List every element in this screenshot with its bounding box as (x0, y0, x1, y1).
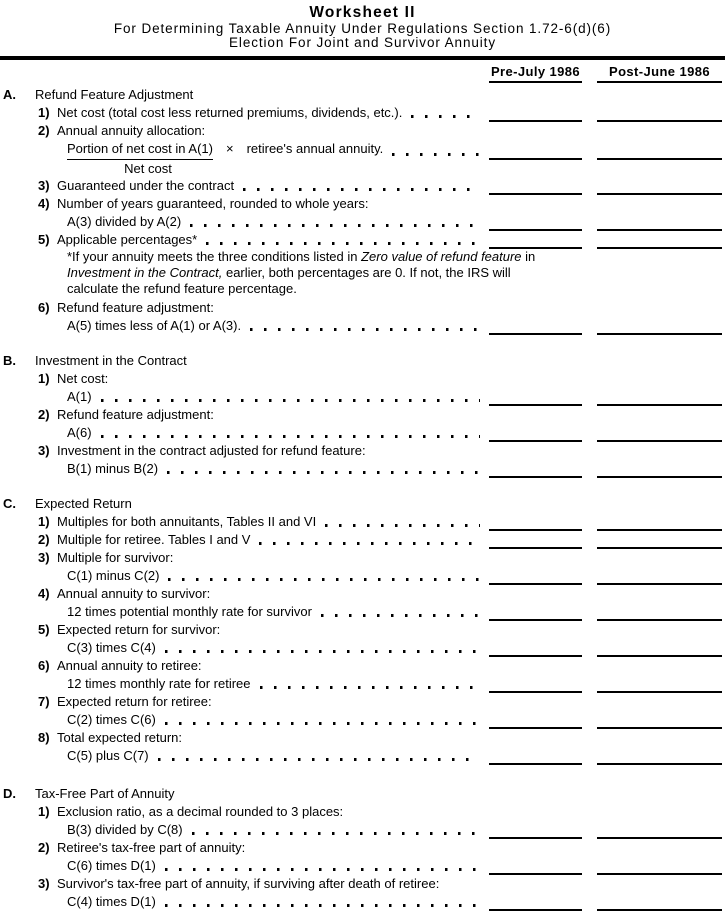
row-label (0, 177, 489, 195)
worksheet-row (0, 140, 725, 160)
worksheet-row (0, 317, 725, 335)
row-text: A(5) times less of A(1) or A(3). (67, 318, 242, 333)
row-text: retiree's annual annuity. (246, 141, 384, 156)
row-text: C(2) times C(6) (67, 712, 156, 727)
row-label (0, 388, 489, 406)
row-text: C(3) times C(4) (67, 640, 156, 655)
row-label (0, 747, 489, 765)
dot-leader (250, 328, 480, 331)
pre-july-entry-line (489, 214, 582, 231)
pre-july-entry-line (489, 232, 582, 249)
row-text: Refund feature adjustment: (57, 300, 214, 315)
post-june-entry-line (597, 894, 722, 911)
post-june-entry-line (597, 640, 722, 657)
item-number: 5) (38, 622, 50, 637)
post-june-entry-line (597, 712, 722, 729)
row-text: Net cost: (57, 371, 109, 386)
row-text: Investment in the contract adjusted for refund feature: (57, 443, 366, 458)
post-june-entry-line (597, 532, 722, 549)
row-label (0, 711, 489, 729)
section-header (0, 785, 725, 803)
pre-july-entry-line (489, 532, 582, 549)
row-text: 12 times potential monthly rate for survivor (67, 604, 312, 619)
row-label (0, 86, 725, 104)
worksheet-row (0, 567, 725, 585)
row-text: Annual annuity to retiree: (57, 658, 202, 673)
row-label (0, 424, 489, 442)
page-title: Worksheet II (309, 4, 416, 21)
section-header (0, 495, 725, 513)
row-label (0, 585, 725, 603)
post-june-entry-line (597, 143, 722, 160)
row-label (0, 317, 489, 335)
row-text: Multiple for retiree. Tables I and V (57, 532, 251, 547)
post-june-entry-line (597, 389, 722, 406)
multiply-operator: × (225, 141, 234, 156)
section (0, 785, 725, 911)
row-text: Multiple for survivor: (57, 550, 174, 565)
row-label (0, 821, 489, 839)
pre-july-entry-line (489, 105, 582, 122)
row-text: Multiples for both annuitants, Tables II and VI (57, 514, 317, 529)
item-number: 3) (38, 550, 50, 565)
section-header (0, 352, 725, 370)
row-text: Exclusion ratio, as a decimal rounded to 3 places: (57, 804, 344, 819)
worksheet-row (0, 621, 725, 639)
row-text: C(1) minus C(2) (67, 568, 160, 583)
pre-july-entry-line (489, 514, 582, 531)
post-june-entry-line (597, 604, 722, 621)
row-text: Annual annuity to survivor: (57, 586, 211, 601)
dot-leader (190, 224, 480, 227)
post-june-entry-line (597, 748, 722, 765)
section-letter: A. (3, 87, 16, 102)
worksheet-row (0, 693, 725, 711)
pre-july-1986-column-header (489, 64, 582, 83)
worksheet-row (0, 299, 725, 317)
row-label (0, 460, 489, 478)
dot-leader (101, 399, 480, 402)
subtitle-line2: Election For Joint and Survivor Annuity (229, 35, 496, 50)
section (0, 352, 725, 478)
row-label (0, 299, 725, 317)
row-label (0, 442, 725, 460)
row-label (0, 639, 489, 657)
post-june-entry-line (597, 514, 722, 531)
row-label (0, 231, 489, 249)
worksheet-row (0, 711, 725, 729)
row-label (0, 352, 725, 370)
row-label (0, 803, 725, 821)
item-number: 4) (38, 196, 50, 211)
post-june-entry-line (597, 232, 722, 249)
worksheet-row (0, 513, 725, 531)
worksheet-row (0, 549, 725, 567)
row-text: B(1) minus B(2) (67, 461, 159, 476)
row-text: A(1) (67, 389, 92, 404)
pre-july-entry-line (489, 604, 582, 621)
footnote-segment: Zero value of refund feature (361, 249, 522, 264)
dot-leader (165, 722, 480, 725)
worksheet-row (0, 603, 725, 621)
item-number: 2) (38, 123, 50, 138)
row-text: C(6) times D(1) (67, 858, 156, 873)
item-number: 4) (38, 586, 50, 601)
dot-leader (260, 686, 480, 689)
row-text: 12 times monthly rate for retiree (67, 676, 251, 691)
worksheet-row (0, 122, 725, 140)
dot-leader (101, 435, 480, 438)
row-text: C(5) plus C(7) (67, 748, 149, 763)
row-text: Refund feature adjustment: (57, 407, 214, 422)
row-text: A(6) (67, 425, 92, 440)
row-label (0, 729, 725, 747)
row-text: Survivor's tax-free part of annuity, if surviving after death of retiree: (57, 876, 440, 891)
item-number: 5) (38, 232, 50, 247)
pre-july-entry-line (489, 318, 582, 335)
worksheet-row (0, 424, 725, 442)
dot-leader (321, 614, 480, 617)
worksheet-row (0, 893, 725, 911)
pre-july-entry-line (489, 858, 582, 875)
section-letter: B. (3, 353, 16, 368)
row-label (0, 140, 489, 160)
item-number: 8) (38, 730, 50, 745)
row-label (0, 621, 725, 639)
row-label (0, 104, 489, 122)
worksheet-row (0, 675, 725, 693)
dot-leader (325, 524, 480, 527)
column-header-label: Pre-July 1986 (490, 64, 581, 79)
row-text: C(4) times D(1) (67, 894, 156, 909)
pre-july-entry-line (489, 461, 582, 478)
row-text: Expected return for retiree: (57, 694, 212, 709)
row-label (0, 675, 489, 693)
pre-july-entry-line (489, 712, 582, 729)
row-label (0, 693, 725, 711)
item-number: 7) (38, 694, 50, 709)
row-label (0, 549, 725, 567)
header-rule (0, 56, 725, 60)
worksheet-row (0, 875, 725, 893)
section-title: Investment in the Contract (35, 353, 187, 368)
worksheet-row (0, 213, 725, 231)
dot-leader (168, 578, 480, 581)
worksheet-row (0, 442, 725, 460)
worksheet-row (0, 231, 725, 249)
post-june-entry-line (597, 822, 722, 839)
pre-july-entry-line (489, 822, 582, 839)
pre-july-entry-line (489, 389, 582, 406)
pre-july-entry-line (489, 143, 582, 160)
post-june-entry-line (597, 318, 722, 335)
worksheet-body (0, 86, 725, 911)
row-label (0, 122, 725, 140)
row-label (0, 213, 489, 231)
row-label (0, 567, 489, 585)
dot-leader (411, 115, 480, 118)
dot-leader (165, 650, 480, 653)
item-number: 2) (38, 407, 50, 422)
row-label (0, 657, 725, 675)
row-label (0, 893, 489, 911)
pre-july-entry-line (489, 748, 582, 765)
item-number: 6) (38, 300, 50, 315)
dot-leader (243, 188, 480, 191)
footnote-segment: earlier, both percentages are 0. If not, the IRS will calculate the refund feature percentage. (67, 265, 511, 296)
dot-leader (392, 153, 480, 156)
pre-july-entry-line (489, 676, 582, 693)
worksheet-row (0, 460, 725, 478)
footnote-segment: *If your annuity meets the three conditions listed in (67, 249, 362, 264)
worksheet-row (0, 177, 725, 195)
item-number: 3) (38, 178, 50, 193)
row-label (0, 406, 725, 424)
item-number: 1) (38, 371, 50, 386)
section-title: Expected Return (35, 496, 132, 511)
row-label (0, 495, 725, 513)
pre-july-entry-line (489, 178, 582, 195)
worksheet-row (0, 747, 725, 765)
worksheet-row (0, 531, 725, 549)
fraction-denominator: Net cost (124, 161, 172, 176)
subtitle-line1: For Determining Taxable Annuity Under Regulations Section 1.72-6(d)(6) (113, 21, 612, 36)
fraction-numerator: Portion of net cost in A(1) (67, 140, 213, 160)
item-number: 1) (38, 514, 50, 529)
section-letter: C. (3, 496, 16, 511)
row-text: Net cost (total cost less returned premiums, dividends, etc.). (57, 105, 403, 120)
dot-leader (259, 542, 480, 545)
row-text: Number of years guaranteed, rounded to whole years: (57, 196, 369, 211)
row-label (0, 839, 725, 857)
row-label (0, 370, 725, 388)
section-title: Tax-Free Part of Annuity (35, 786, 175, 801)
item-number: 1) (38, 804, 50, 819)
dot-leader (165, 904, 480, 907)
section (0, 86, 725, 335)
post-june-entry-line (597, 178, 722, 195)
dot-leader (158, 758, 480, 761)
worksheet-row (0, 195, 725, 213)
pre-july-entry-line (489, 894, 582, 911)
item-number: 2) (38, 532, 50, 547)
worksheet-row (0, 370, 725, 388)
row-label (0, 513, 489, 531)
section (0, 495, 725, 765)
row-label (0, 531, 489, 549)
row-text: A(3) divided by A(2) (67, 214, 182, 229)
worksheet-row (0, 639, 725, 657)
pre-july-entry-line (489, 425, 582, 442)
column-headers (0, 64, 725, 83)
post-june-entry-line (597, 568, 722, 585)
item-number: 6) (38, 658, 50, 673)
row-text: Retiree's tax-free part of annuity: (57, 840, 246, 855)
post-june-entry-line (597, 461, 722, 478)
worksheet-row (0, 803, 725, 821)
row-text: Annual annuity allocation: (57, 123, 206, 138)
section-title: Refund Feature Adjustment (35, 87, 194, 102)
row-label (0, 195, 725, 213)
section-letter: D. (3, 786, 16, 801)
dot-leader (206, 242, 480, 245)
worksheet-row (0, 388, 725, 406)
post-june-entry-line (597, 425, 722, 442)
footnote-segment: Investment in the Contract, (67, 265, 223, 280)
worksheet-row (0, 729, 725, 747)
footnote (67, 249, 537, 297)
item-number: 1) (38, 105, 50, 120)
row-text: Total expected return: (57, 730, 183, 745)
post-june-entry-line (597, 105, 722, 122)
item-number: 2) (38, 840, 50, 855)
row-text: B(3) divided by C(8) (67, 822, 183, 837)
row-label (0, 785, 725, 803)
column-header-label: Post-June 1986 (609, 64, 710, 79)
worksheet-row (0, 857, 725, 875)
row-label (0, 875, 725, 893)
row-text: Guaranteed under the contract (57, 178, 235, 193)
post-june-entry-line (597, 858, 722, 875)
dot-leader (167, 471, 480, 474)
pre-july-entry-line (489, 568, 582, 585)
worksheet-row (0, 104, 725, 122)
row-text: Expected return for survivor: (57, 622, 221, 637)
row-text: Applicable percentages* (57, 232, 198, 247)
worksheet-row (0, 821, 725, 839)
post-june-entry-line (597, 214, 722, 231)
row-label (0, 603, 489, 621)
item-number: 3) (38, 876, 50, 891)
footnote-segment: in (521, 249, 536, 264)
worksheet-row (0, 839, 725, 857)
row-label (0, 857, 489, 875)
worksheet-row (0, 585, 725, 603)
pre-july-entry-line (489, 640, 582, 657)
worksheet-row (0, 657, 725, 675)
dot-leader (165, 868, 480, 871)
worksheet-header (0, 0, 725, 83)
item-number: 3) (38, 443, 50, 458)
worksheet-row (0, 406, 725, 424)
dot-leader (192, 832, 480, 835)
post-june-1986-column-header (597, 64, 722, 83)
section-header (0, 86, 725, 104)
post-june-entry-line (597, 676, 722, 693)
